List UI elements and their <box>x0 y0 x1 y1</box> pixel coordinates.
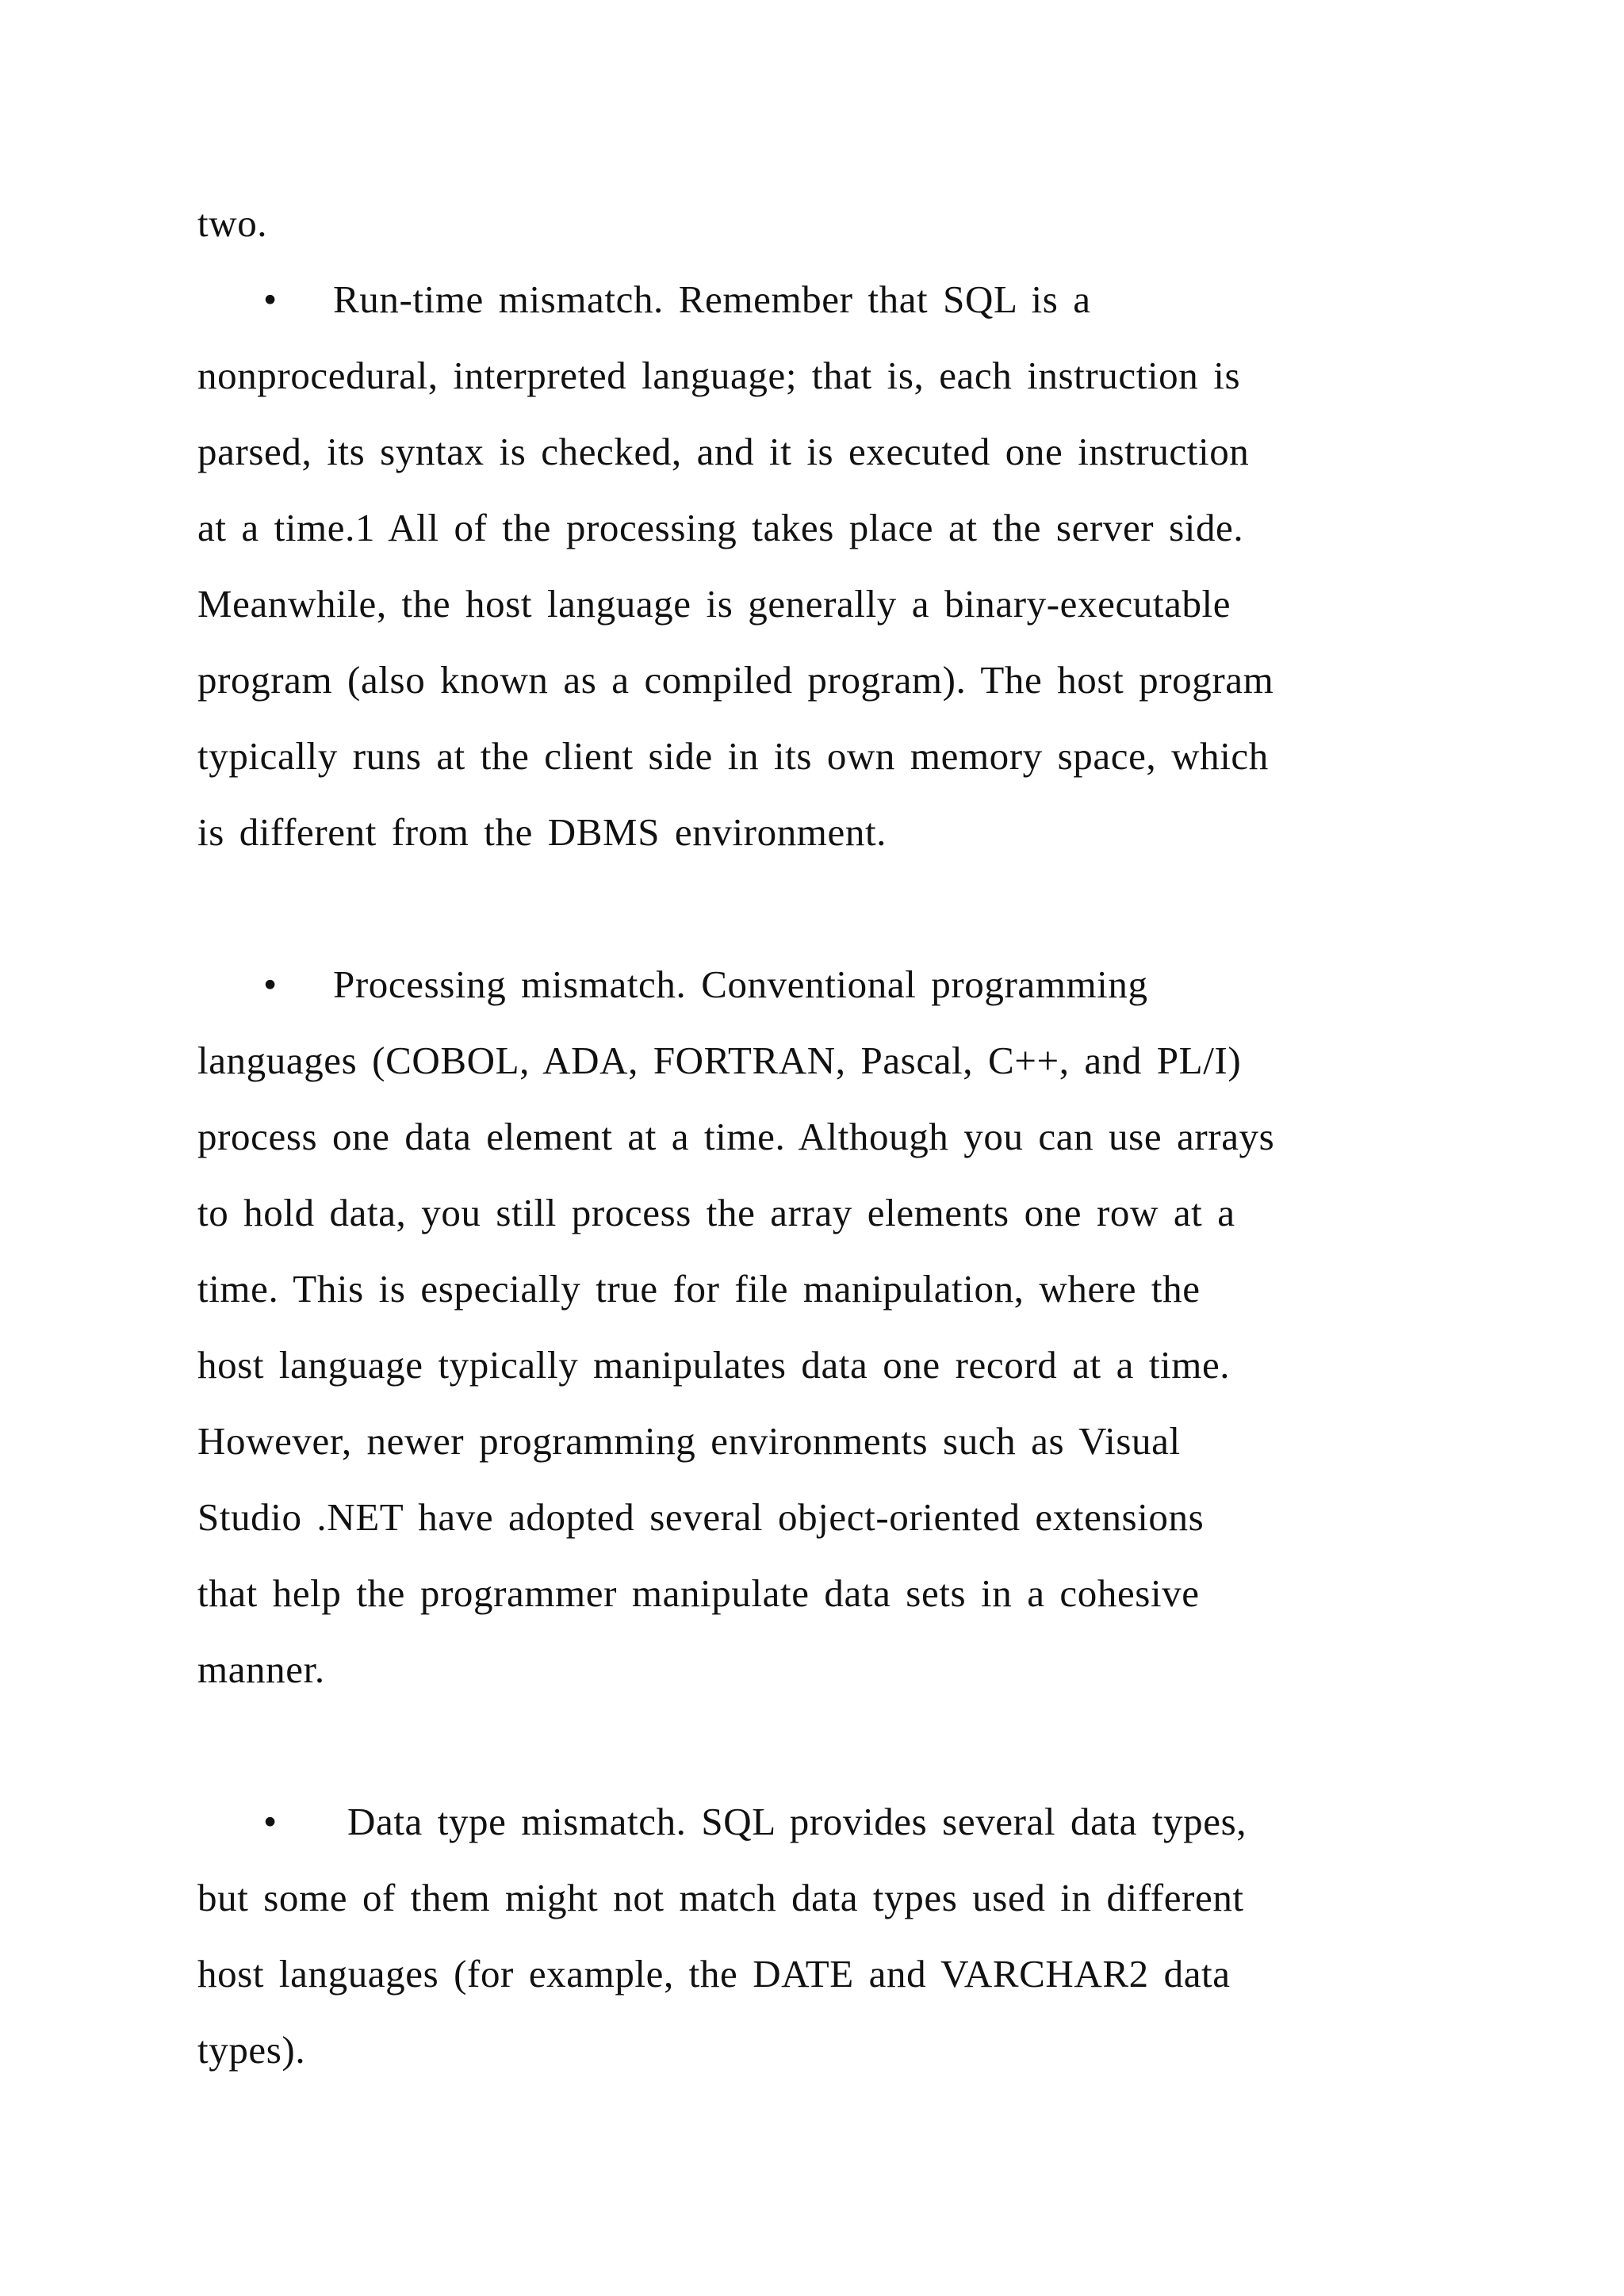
bullet-2-line-4: time. This is especially true for file manipulation, where the <box>197 1267 1201 1311</box>
bullet-1-line-3: at a time.1 All of the processing takes place at the server side. <box>197 506 1244 549</box>
bullet-2-line-2: process one data element at a time. Although you can use arrays <box>197 1115 1275 1158</box>
bullet-2-marker: • <box>263 962 278 1006</box>
bullet-1-line-2: parsed, its syntax is checked, and it is executed one instruction <box>197 430 1250 473</box>
bullet-3-line-2: host languages (for example, the DATE and VARCHAR2 data <box>197 1952 1231 1996</box>
bullet-1-line-1: nonprocedural, interpreted language; that is, each instruction is <box>197 354 1241 397</box>
bullet-1-line-6: typically runs at the client side in its own memory space, which <box>197 734 1269 778</box>
opening-line: two. <box>197 201 268 245</box>
bullet-1-line-7: is different from the DBMS environment. <box>197 810 887 854</box>
bullet-3-line-1: but some of them might not match data types used in different <box>197 1876 1244 1919</box>
bullet-2-line-5: host language typically manipulates data one record at a time. <box>197 1343 1231 1387</box>
bullet-2-line-1: languages (COBOL, ADA, FORTRAN, Pascal, C++, and PL/I) <box>197 1039 1242 1082</box>
bullet-1-marker: • <box>263 277 278 321</box>
bullet-1-line-4: Meanwhile, the host language is generally a binary-executable <box>197 582 1231 626</box>
bullet-2-line-3: to hold data, you still process the array elements one row at a <box>197 1191 1235 1234</box>
bullet-1-line-5: program (also known as a compiled program). The host program <box>197 658 1274 702</box>
bullet-2-first-line: Processing mismatch. Conventional programming <box>333 962 1148 1006</box>
bullet-2-line-9: manner. <box>197 1647 325 1691</box>
bullet-3-marker: • <box>263 1800 278 1843</box>
bullet-2-line-7: Studio .NET have adopted several object-oriented extensions <box>197 1495 1205 1539</box>
bullet-3-line-3: types). <box>197 2028 306 2072</box>
bullet-2-line-6: However, newer programming environments such as Visual <box>197 1419 1181 1463</box>
bullet-2-line-8: that help the programmer manipulate data sets in a cohesive <box>197 1571 1200 1615</box>
bullet-1-first-line: Run-time mismatch. Remember that SQL is a <box>333 277 1091 321</box>
bullet-3-first-line: Data type mismatch. SQL provides several data types, <box>347 1800 1247 1843</box>
